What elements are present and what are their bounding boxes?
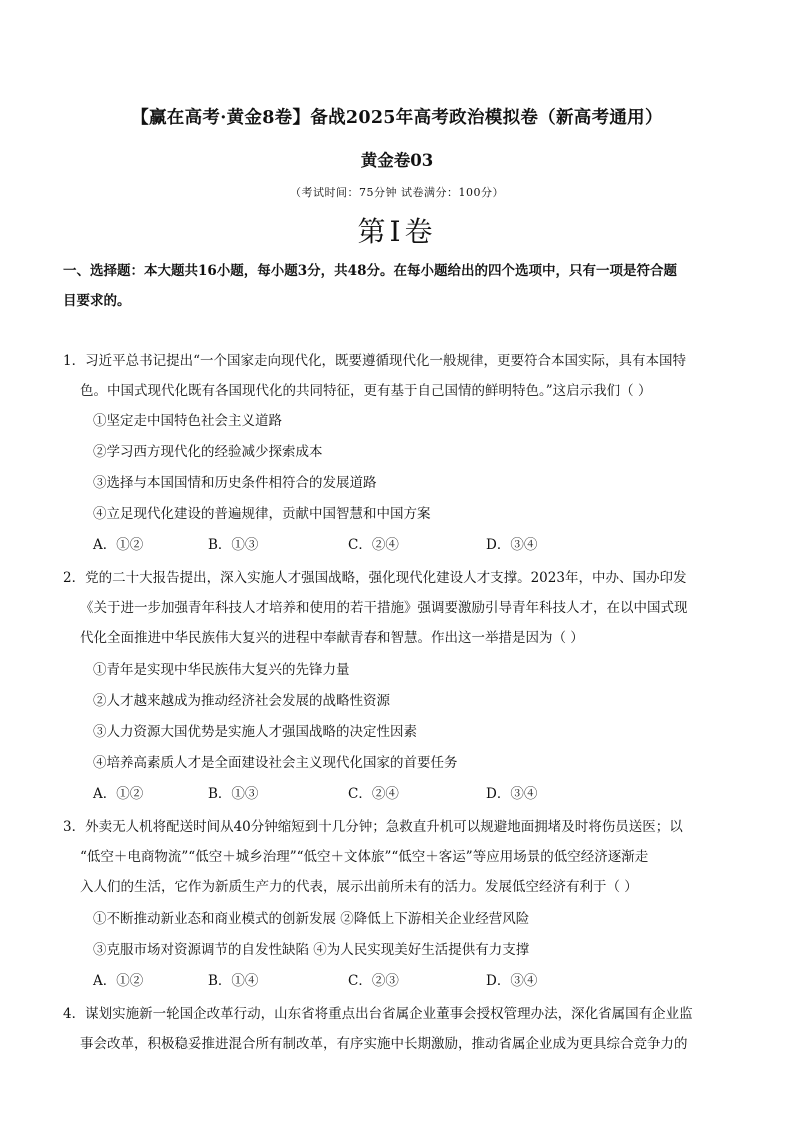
question-3-choice-a: A．①② <box>93 973 144 989</box>
question-1-option-4: ④立足现代化建设的普遍规律，贡献中国智慧和中国方案 <box>93 506 431 522</box>
question-3-stem-line-2: “低空＋电商物流”“低空＋城乡治理”“低空＋文体旅”“低空＋客运”等应用场景的低空经济逐渐走 <box>80 849 649 865</box>
question-1-choice-b: B．①③ <box>208 537 259 553</box>
question-1-stem-line-2: 色。中国式现代化既有各国现代化的共同特征，更有基于自己国情的鲜明特色。”这启示我们（ ） <box>80 383 652 399</box>
question-2-choice-c: C．②④ <box>348 786 399 802</box>
question-2-stem-line-2: 《关于进一步加强青年科技人才培养和使用的若干措施》强调要激励引导青年科技人才，在以中国式现 <box>80 600 688 616</box>
question-3-choice-b: B．①④ <box>208 973 259 989</box>
paper-subtitle: 黄金卷03 <box>360 151 434 170</box>
question-1-choice-d: D．③④ <box>486 537 538 553</box>
question-1-option-3: ③选择与本国国情和历史条件相符合的发展道路 <box>93 475 377 491</box>
question-3-option-row-2: ③克服市场对资源调节的自发性缺陷 ④为人民实现美好生活提供有力支撑 <box>93 942 530 958</box>
question-2-stem-line-3: 代化全面推进中华民族伟大复兴的进程中奉献青春和智慧。作出这一举措是因为（ ） <box>80 630 584 646</box>
question-2-stem-line-1: 2．党的二十大报告提出，深入实施人才强国战略，强化现代化建设人才支撑。2023年，中办、国办印发 <box>63 570 687 586</box>
section-instructions <box>63 256 733 316</box>
question-1-choice-a: A．①② <box>93 537 144 553</box>
exam-info: （考试时间：75分钟 试卷满分：100分） <box>290 186 504 199</box>
question-2-option-3: ③人力资源大国优势是实施人才强国战略的决定性因素 <box>93 724 417 740</box>
section-line-1: 一、选择题：本大题共16小题，每小题3分，共48分。在每小题给出的四个选项中，只有一项是符合题 <box>63 263 677 279</box>
page-title: 【赢在高考·黄金8卷】备战2025年高考政治模拟卷（新高考通用） <box>131 108 663 128</box>
question-2-choice-b: B．①③ <box>208 786 259 802</box>
question-2-choice-d: D．③④ <box>486 786 538 802</box>
question-2-option-1: ①青年是实现中华民族伟大复兴的先锋力量 <box>93 662 350 678</box>
question-1-stem-line-1: 1．习近平总书记提出“一个国家走向现代化，既要遵循现代化一般规律，更要符合本国实际，具有本国特 <box>63 353 686 369</box>
question-1-choice-c: C．②④ <box>348 537 399 553</box>
question-3-option-row-1: ①不断推动新业态和商业模式的创新发展 ②降低上下游相关企业经营风险 <box>93 911 530 927</box>
question-4-stem-line-1: 4．谋划实施新一轮国企改革行动，山东省将重点出台省属企业董事会授权管理办法，深化省属国有企业监 <box>63 1006 693 1022</box>
question-3-choice-d: D．③④ <box>486 973 538 989</box>
section-line-2: 目要求的。 <box>63 293 131 309</box>
volume-heading: 第Ⅰ卷 <box>357 215 437 248</box>
question-3-stem-line-1: 3．外卖无人机将配送时间从40分钟缩短到十几分钟；急救直升机可以规避地面拥堵及时将伤员送医；以 <box>63 819 683 835</box>
question-1-option-2: ②学习西方现代化的经验减少探索成本 <box>93 444 323 460</box>
question-2-option-2: ②人才越来越成为推动经济社会发展的战略性资源 <box>93 693 390 709</box>
question-4-stem-line-2: 事会改革，积极稳妥推进混合所有制改革，有序实施中长期激励，推动省属企业成为更具综合竞争力的 <box>80 1036 688 1052</box>
question-3-stem-line-3: 入人们的生活，它作为新质生产力的代表，展示出前所未有的活力。发展低空经济有利于（ ） <box>80 879 638 895</box>
question-3-choice-c: C．②③ <box>348 973 399 989</box>
question-2-choice-a: A．①② <box>93 786 144 802</box>
question-2-option-4: ④培养高素质人才是全面建设社会主义现代化国家的首要任务 <box>93 755 458 771</box>
question-1-option-1: ①坚定走中国特色社会主义道路 <box>93 413 282 429</box>
